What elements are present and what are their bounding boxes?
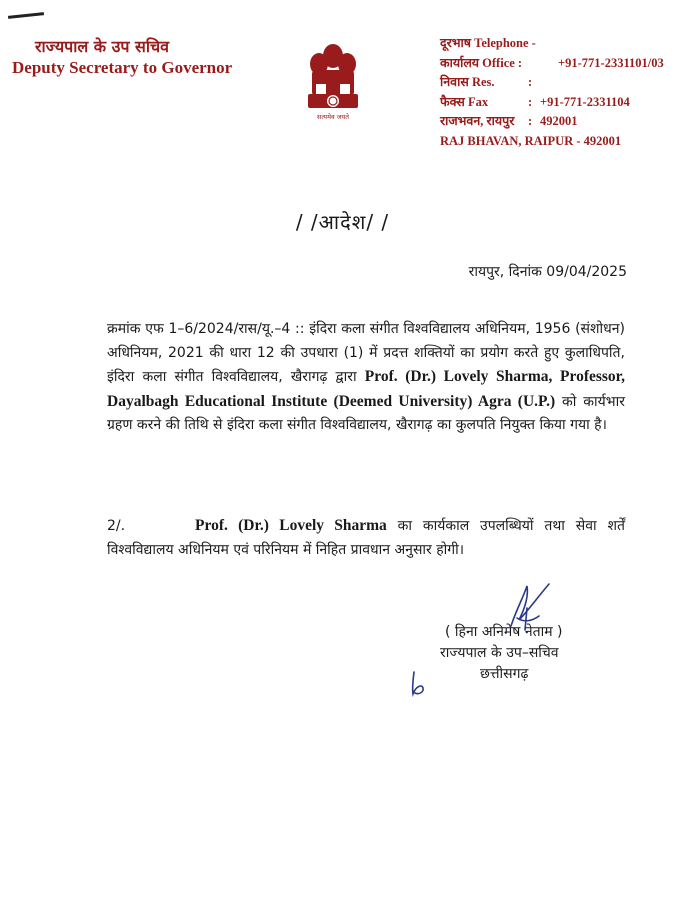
contact-row [440,93,630,113]
appointee-name: Prof. (Dr.) Lovely Sharma [195,517,387,534]
order-paragraph-2 [107,514,625,562]
para1-text-b: को कार्यभार ग्रहण करने की तिथि से इंदिरा कला संगीत विश्वविद्यालय, खैरागढ़ का कुलपति नियुक्त किया गया है। [107,393,625,433]
contact-row [440,112,621,132]
para1-text-a: क्रमांक एफ 1–6/2024/रास/यू.–4 :: इंदिरा कला संगीत विश्वविद्यालय अधिनियम, 1956 (संशोधन) अधिनियम, 2021 की धारा 12 की उपधारा (1) में प्रदत्त शक्तियों का प्रयोग करते हुए कुलाधिपति, इंदिरा कला संगीत विश्वविद्यालय, खैरागढ़ द्वारा [107,321,625,385]
para2-number: 2/. [107,518,126,534]
contact-label: कार्यालय Office : [440,55,523,70]
office-title-hindi: राज्यपाल के उप सचिव [35,37,170,56]
contact-row [440,34,621,54]
contact-colon: : [528,75,533,89]
order-title: / /आदेश/ / [295,210,390,234]
contact-label: निवास Res. [440,75,495,89]
lion-capital-icon [302,36,364,124]
contact-label: राजभवन, रायपुर [440,114,515,128]
para2-text: का कार्यकाल उपलब्धियों तथा सेवा शर्तें विश्वविद्यालय अधिनियम एवं परिनियम में निहित प्रावधान अनुसार होगी। [107,518,625,558]
contact-label: दूरभाष Telephone - [440,36,536,50]
contact-value: 492001 [540,114,578,128]
contact-value: +91-771-2331101/03 [558,55,664,70]
signatory-state: छत्तीसगढ़ [480,666,529,682]
contact-label: RAJ BHAVAN, RAIPUR - 492001 [440,133,622,148]
emblem-motto: सत्यमेव जयते [317,113,349,121]
signatory-designation: राज्यपाल के उप–सचिव [440,645,559,661]
contact-row [440,132,621,152]
initial-mark [408,668,430,698]
date-line: रायपुर, दिनांक 09/04/2025 [468,264,627,280]
office-title-english: Deputy Secretary to Governor [12,58,233,77]
contact-row [440,73,621,93]
signatory-name: ( हिना अनिमेष नेताम ) [445,624,563,640]
contact-block [440,34,664,151]
appointee-details: Prof. (Dr.) Lovely Sharma, Professor, Dayalbagh Educational Institute (Deemed University) Agra (U.P.) [107,368,626,410]
contact-value: +91-771-2331104 [540,94,630,109]
contact-label: फैक्स Fax [440,94,489,109]
pen-mark [8,12,44,19]
order-paragraph-1 [107,318,625,438]
state-emblem [302,36,364,124]
contact-colon: : [528,94,533,109]
contact-row [440,54,664,74]
contact-colon: : [528,114,533,128]
